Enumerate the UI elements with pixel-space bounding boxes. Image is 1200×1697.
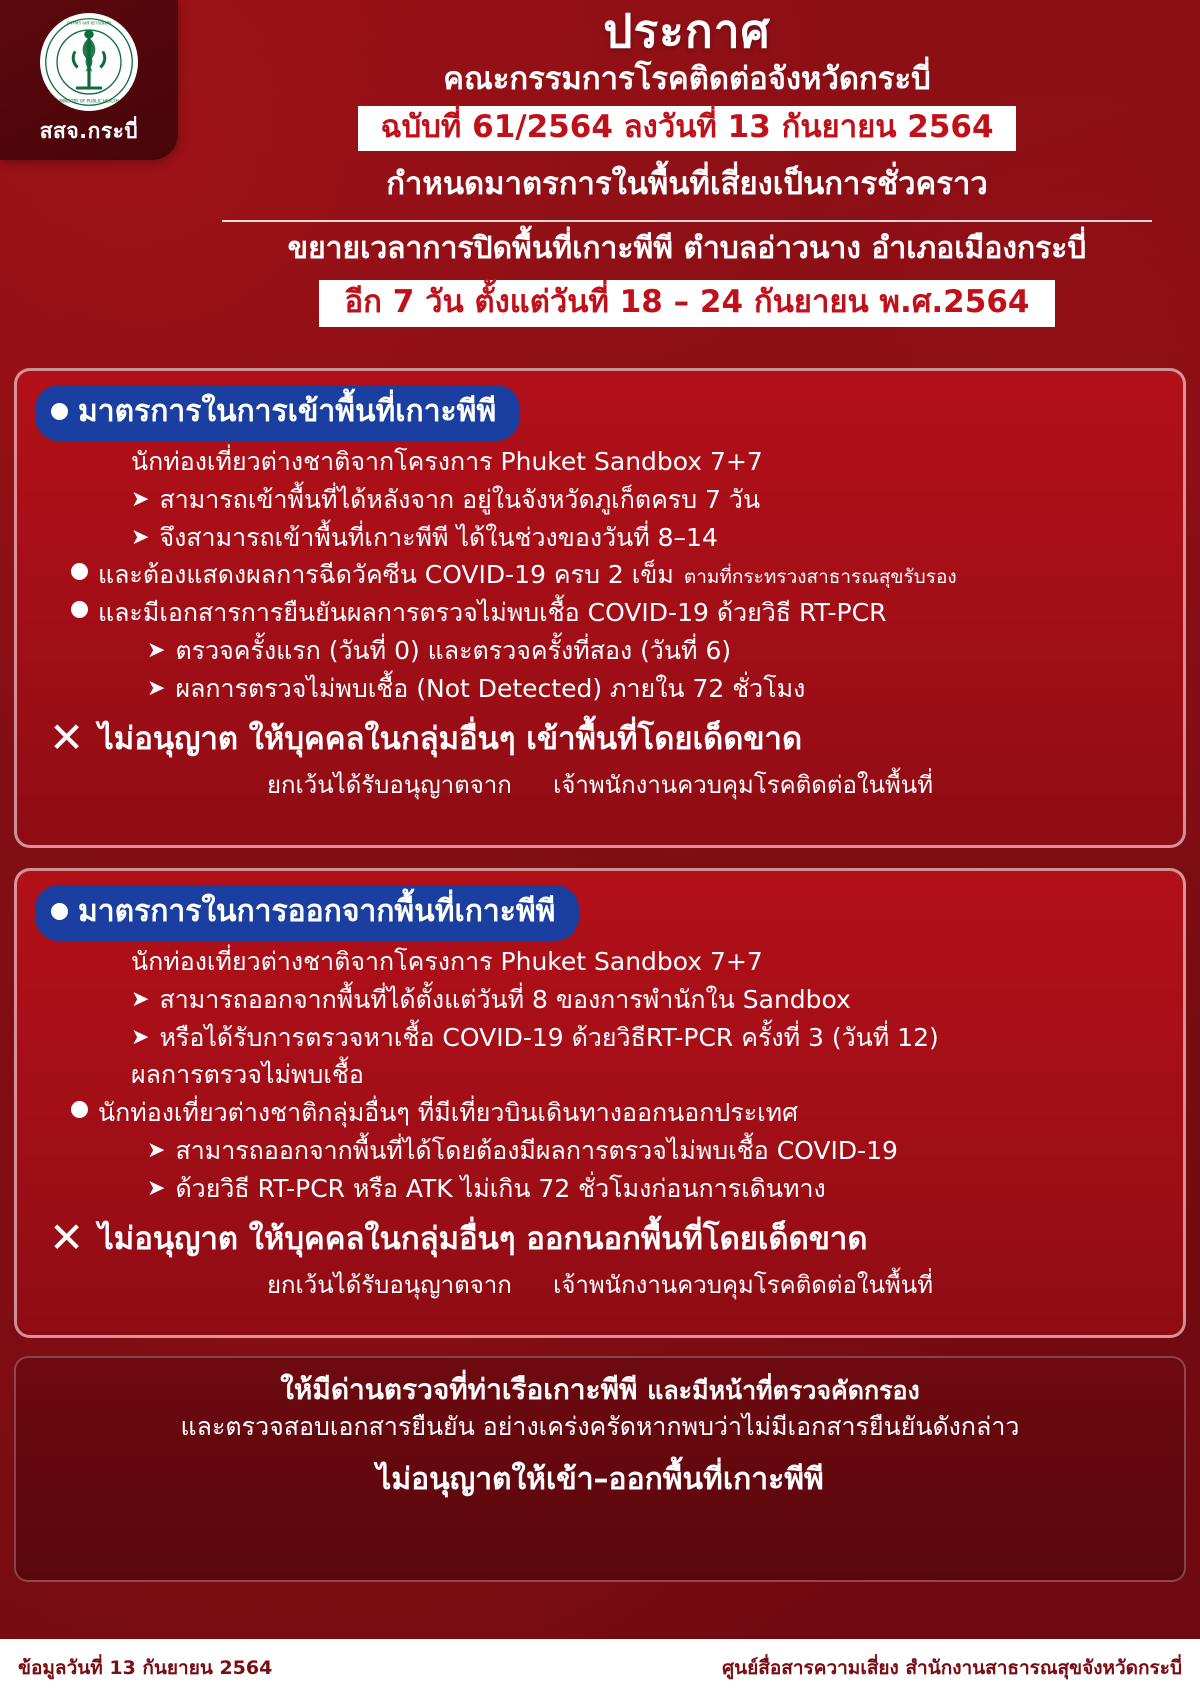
ministry-of-public-health-emblem-icon: [40, 13, 138, 111]
exit-exception-suffix: เจ้าพนักงานควบคุมโรคติดต่อในพื้นที่: [553, 1271, 934, 1300]
list-item-label: ผลการตรวจไม่พบเชื้อ (Not Detected) ภายใน 72 ชั่วโมง: [175, 673, 806, 703]
list-item: [35, 672, 1165, 706]
list-item-label: สามารถออกจากพื้นที่ได้โดยต้องมีผลการตรวจไม่พบเชื้อ COVID-19: [175, 1135, 898, 1165]
entry-heading-label: มาตรการในการเข้าพื้นที่เกาะพีพี: [78, 394, 497, 429]
checkpoint-line-1-strong: ให้มีด่านตรวจที่ท่าเรือเกาะพีพี: [280, 1373, 638, 1406]
arrow-right-icon: ➤: [147, 1175, 166, 1201]
arrow-right-icon: ➤: [131, 524, 150, 550]
list-item: [35, 521, 1165, 555]
agency-label: สสจ.กระบี่: [39, 118, 139, 143]
list-item-label: และมีเอกสารการยืนยันผลการตรวจไม่พบเชื้อ COVID-19 ด้วยวิธี RT-PCR: [98, 598, 887, 627]
list-item-label: หรือได้รับการตรวจหาเชื้อ COVID-19 ด้วยวิธีRT-PCR ครั้งที่ 3 (วันที่ 12): [159, 1022, 939, 1052]
arrow-right-icon: ➤: [147, 675, 166, 701]
arrow-right-icon: ➤: [147, 1137, 166, 1163]
bullet-dot-icon: [51, 903, 68, 920]
footer-source: ศูนย์สื่อสารความเสี่ยง สำนักงานสาธารณสุขจังหวัดกระบี่: [722, 1657, 1182, 1679]
footer-bar: [0, 1639, 1200, 1697]
cross-mark-icon: ✕: [49, 713, 85, 763]
svg-text:MINISTRY OF PUBLIC HEALTH: MINISTRY OF PUBLIC HEALTH: [59, 97, 119, 103]
entry-prohibition-text: ไม่อนุญาต ให้บุคคลในกลุ่มอื่นๆ เข้าพื้นที่โดยเด็ดขาด: [98, 721, 803, 758]
list-item: [35, 1134, 1165, 1168]
exit-prohibition-text: ไม่อนุญาต ให้บุคคลในกลุ่มอื่นๆ ออกนอกพื้นที่โดยเด็ดขาด: [98, 1221, 868, 1258]
list-item: [35, 1058, 1165, 1092]
list-item-label: ตรวจครั้งแรก (วันที่ 0) และตรวจครั้งที่สอง (วันที่ 6): [175, 635, 732, 665]
list-item: [35, 634, 1165, 668]
exit-prohibition: [35, 1213, 1165, 1263]
exit-exception-prefix: ยกเว้นได้รับอนุญาตจาก: [266, 1271, 512, 1300]
list-item: [35, 983, 1165, 1017]
checkpoint-line-1: [36, 1372, 1164, 1408]
entry-exception: [35, 765, 1165, 804]
list-item-label: สามารถออกจากพื้นที่ได้ตั้งแต่วันที่ 8 ของการพำนักใน Sandbox: [159, 984, 851, 1014]
list-item: [35, 1172, 1165, 1206]
checkpoint-line-2: และตรวจสอบเอกสารยืนยัน อย่างเคร่งครัดหากพบว่าไม่มีเอกสารยืนยันดังกล่าว: [180, 1412, 1020, 1442]
entry-section-heading: [35, 385, 520, 441]
list-item-label: นักท่องเที่ยวต่างชาติกลุ่มอื่นๆ ที่มีเที่ยวบินเดินทางออกนอกประเทศ: [98, 1098, 799, 1127]
list-item: [35, 1021, 1165, 1055]
page-title: ประกาศ: [603, 4, 771, 58]
entry-measures-section: [14, 368, 1186, 848]
entry-intro: [35, 445, 1165, 479]
list-item: [35, 596, 1165, 630]
exit-section-heading: [35, 885, 579, 941]
footer-date: ข้อมูลวันที่ 13 กันยายน 2564: [18, 1657, 273, 1679]
exit-intro-text: นักท่องเที่ยวต่างชาติจากโครงการ Phuket Sandbox 7+7: [131, 947, 763, 976]
checkpoint-line-1-rest: และมีหน้าที่ตรวจคัดกรอง: [647, 1376, 920, 1405]
exit-measures-section: [14, 868, 1186, 1338]
checkpoint-notice-box: [14, 1356, 1186, 1582]
entry-intro-text: นักท่องเที่ยวต่างชาติจากโครงการ Phuket Sandbox 7+7: [131, 447, 763, 476]
header-divider: [222, 220, 1151, 222]
bullet-dot-icon: [51, 403, 68, 420]
exit-exception: [35, 1265, 1165, 1304]
arrow-right-icon: ➤: [131, 986, 150, 1012]
date-band: อีก 7 วัน ตั้งแต่วันที่ 18 – 24 กันยายน พ.ศ.2564: [319, 280, 1056, 327]
arrow-right-icon: ➤: [147, 637, 166, 663]
exit-intro: [35, 945, 1165, 979]
list-item-label: จึงสามารถเข้าพื้นที่เกาะพีพี ได้ในช่วงของวันที่ 8–14: [159, 522, 718, 552]
bullet-dot-icon: [71, 563, 88, 580]
list-item: [35, 558, 1165, 592]
exit-heading-label: มาตรการในการออกจากพื้นที่เกาะพีพี: [78, 894, 556, 929]
entry-exception-suffix: เจ้าพนักงานควบคุมโรคติดต่อในพื้นที่: [553, 771, 934, 800]
area-line: ขยายเวลาการปิดพื้นที่เกาะพีพี ตำบลอ่าวนาง อำเภอเมืองกระบี่: [287, 231, 1087, 267]
entry-prohibition: [35, 713, 1165, 763]
list-item-note: ตามที่กระทรวงสาธารณสุขรับรอง: [683, 566, 957, 589]
list-item: [35, 483, 1165, 517]
measure-line: กำหนดมาตรการในพื้นที่เสี่ยงเป็นการชั่วคราว: [386, 166, 988, 203]
cross-mark-icon: ✕: [49, 1213, 85, 1263]
issue-band: ฉบับที่ 61/2564 ลงวันที่ 13 กันยายน 2564: [358, 106, 1015, 151]
list-item: [35, 1096, 1165, 1130]
bullet-dot-icon: [71, 1101, 88, 1118]
list-item-label: ด้วยวิธี RT-PCR หรือ ATK ไม่เกิน 72 ชั่วโมงก่อนการเดินทาง: [175, 1173, 826, 1203]
checkpoint-line-3: ไม่อนุญาตให้เข้า–ออกพื้นที่เกาะพีพี: [376, 1462, 824, 1498]
list-item-label: สามารถเข้าพื้นที่ได้หลังจาก อยู่ในจังหวัดภูเก็ตครบ 7 วัน: [159, 484, 761, 514]
entry-exception-prefix: ยกเว้นได้รับอนุญาตจาก: [266, 771, 512, 800]
list-item-label: และต้องแสดงผลการฉีดวัคซีน COVID-19 ครบ 2 เข็ม: [98, 560, 674, 590]
arrow-right-icon: ➤: [131, 486, 150, 512]
poster-header: [182, 6, 1192, 327]
list-item-label: ผลการตรวจไม่พบเชื้อ: [131, 1060, 364, 1090]
svg-text:กระทรวงสาธารณสุข: กระทรวงสาธารณสุข: [66, 19, 112, 26]
header-subtitle: คณะกรรมการโรคติดต่อจังหวัดกระบี่: [443, 60, 931, 97]
bullet-dot-icon: [71, 601, 88, 618]
arrow-right-icon: ➤: [131, 1024, 150, 1050]
agency-logo-badge: [0, 0, 178, 160]
